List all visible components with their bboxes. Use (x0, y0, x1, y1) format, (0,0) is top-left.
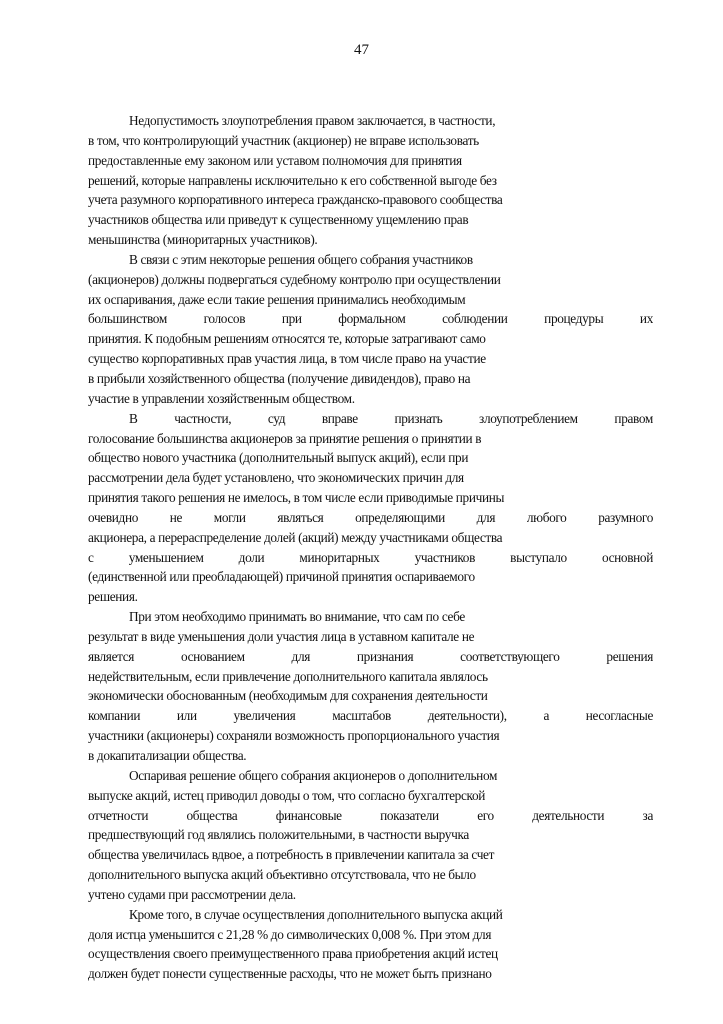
text-line (88, 686, 653, 706)
text-line-content: решений, которые направлены исключительно к его собственной выгоде без (88, 172, 497, 188)
text-line (88, 766, 653, 786)
text-line (88, 270, 653, 290)
text-line-content: экономически обоснованным (необходимым для сохранения деятельности (88, 688, 488, 704)
document-body (88, 111, 653, 984)
text-line (88, 786, 653, 806)
text-line: является основанием для признания соответствующего решения (88, 648, 653, 664)
text-line-content: участников общества или приведут к существенному ущемлению прав (88, 212, 469, 228)
text-line (88, 488, 653, 508)
text-line (88, 111, 653, 131)
text-line-content: решения. (88, 589, 138, 605)
text-line-content: в том, что контролирующий участник (акционер) не вправе использовать (88, 132, 479, 148)
text-line (88, 825, 653, 845)
text-line (88, 627, 653, 647)
text-line (88, 746, 653, 766)
text-line-content: При этом необходимо принимать во внимание, что сам по себе (129, 609, 465, 625)
text-line (88, 905, 653, 925)
text-line-content: предшествующий год являлись положительными, в частности выручка (88, 827, 469, 843)
text-line-content: существо корпоративных прав участия лица, в том числе право на участие (88, 351, 486, 367)
text-line (88, 151, 653, 171)
text-line-content: Недопустимость злоупотребления правом заключается, в частности, (129, 113, 496, 128)
text-line (88, 964, 653, 984)
text-line (88, 349, 653, 369)
text-line (88, 329, 653, 349)
text-line (88, 925, 653, 945)
text-line-content: учтено судами при рассмотрении дела. (88, 886, 296, 902)
text-line (88, 528, 653, 548)
text-line-content: в докапитализации общества. (88, 748, 247, 763)
text-line (88, 290, 653, 310)
text-line-content: Оспаривая решение общего собрания акционеров о дополнительном (129, 767, 498, 783)
text-line-content: рассмотрении дела будет установлено, что экономических причин для (88, 470, 464, 486)
text-line (88, 448, 653, 468)
text-line (88, 190, 653, 210)
text-line (88, 369, 653, 389)
text-line (88, 250, 653, 270)
text-line (88, 845, 653, 865)
text-line-content: участие в управлении хозяйственным обществом. (88, 390, 355, 406)
text-line (88, 468, 653, 488)
text-line (88, 389, 653, 409)
text-line (88, 865, 653, 885)
text-line-content: недействительным, если привлечение дополнительного капитала являлось (88, 668, 488, 684)
text-line-content: их оспаривания, даже если такие решения принимались необходимым (88, 291, 466, 307)
text-line (88, 944, 653, 964)
text-line (88, 667, 653, 687)
text-line (88, 885, 653, 905)
page-number: 47 (354, 42, 369, 58)
text-line-content: осуществления своего преимущественного права приобретения акций истец (88, 946, 498, 962)
text-line-content: результат в виде уменьшения доли участия лица в уставном капитале не (88, 628, 475, 644)
text-line-content: Кроме того, в случае осуществления дополнительного выпуска акций (129, 906, 503, 922)
text-line-content: (единственной или преобладающей) причиной принятия оспариваемого (88, 569, 475, 585)
text-line-content: (акционеров) должны подвергаться судебному контролю при осуществлении (88, 271, 501, 287)
text-line-content: общество нового участника (дополнительный выпуск акций), если при (88, 450, 469, 466)
text-line (88, 230, 653, 250)
text-line-content: принятия. К подобным решениям относятся те, которые затрагивают само (88, 331, 486, 347)
text-line (88, 210, 653, 230)
text-line-content: участники (акционеры) сохраняли возможность пропорционального участия (88, 728, 500, 744)
text-line-content: акционера, а перераспределение долей (акций) между участниками общества (88, 529, 503, 545)
text-line: большинством голосов при формальном соблюдении процедуры их (88, 311, 653, 327)
text-line-content: должен будет понести существенные расходы, что не может быть признано (88, 966, 492, 982)
text-line: отчетности общества финансовые показатели его деятельности за (88, 807, 653, 823)
text-line (88, 567, 653, 587)
text-line-content: выпуске акций, истец приводил доводы о том, что согласно бухгалтерской (88, 787, 486, 803)
text-line: очевидно не могли являться определяющими для любого разумного (88, 509, 653, 525)
text-line: В частности, суд вправе признать злоупотреблением правом (129, 410, 653, 426)
text-line-content: доля истца уменьшится с 21,28 % до символических 0,008 %. При этом для (88, 926, 492, 942)
text-line-content: голосование большинства акционеров за принятие решения о принятии в (88, 430, 482, 446)
text-line (88, 726, 653, 746)
text-line-content: учета разумного корпоративного интереса гражданско-правового сообщества (88, 192, 503, 208)
text-line-content: в прибыли хозяйственного общества (получение дивидендов), право на (88, 370, 471, 386)
text-line (88, 131, 653, 151)
text-line: с уменьшением доли миноритарных участников выступало основной (88, 549, 653, 565)
text-line (88, 587, 653, 607)
text-line (88, 171, 653, 191)
text-line-content: меньшинства (миноритарных участников). (88, 232, 318, 248)
text-line (88, 429, 653, 449)
text-line-content: В связи с этим некоторые решения общего собрания участников (129, 251, 473, 267)
text-line-content: дополнительного выпуска акций объективно отсутствовала, что не было (88, 867, 476, 883)
text-line: компании или увеличения масштабов деятельности), а несогласные (88, 708, 653, 724)
text-line (88, 607, 653, 627)
text-line-content: принятия такого решения не имелось, в том числе если приводимые причины (88, 490, 505, 506)
text-line-content: предоставленные ему законом или уставом полномочия для принятия (88, 152, 462, 168)
text-line-content: общества увеличилась вдвое, а потребность в привлечении капитала за счет (88, 847, 495, 863)
